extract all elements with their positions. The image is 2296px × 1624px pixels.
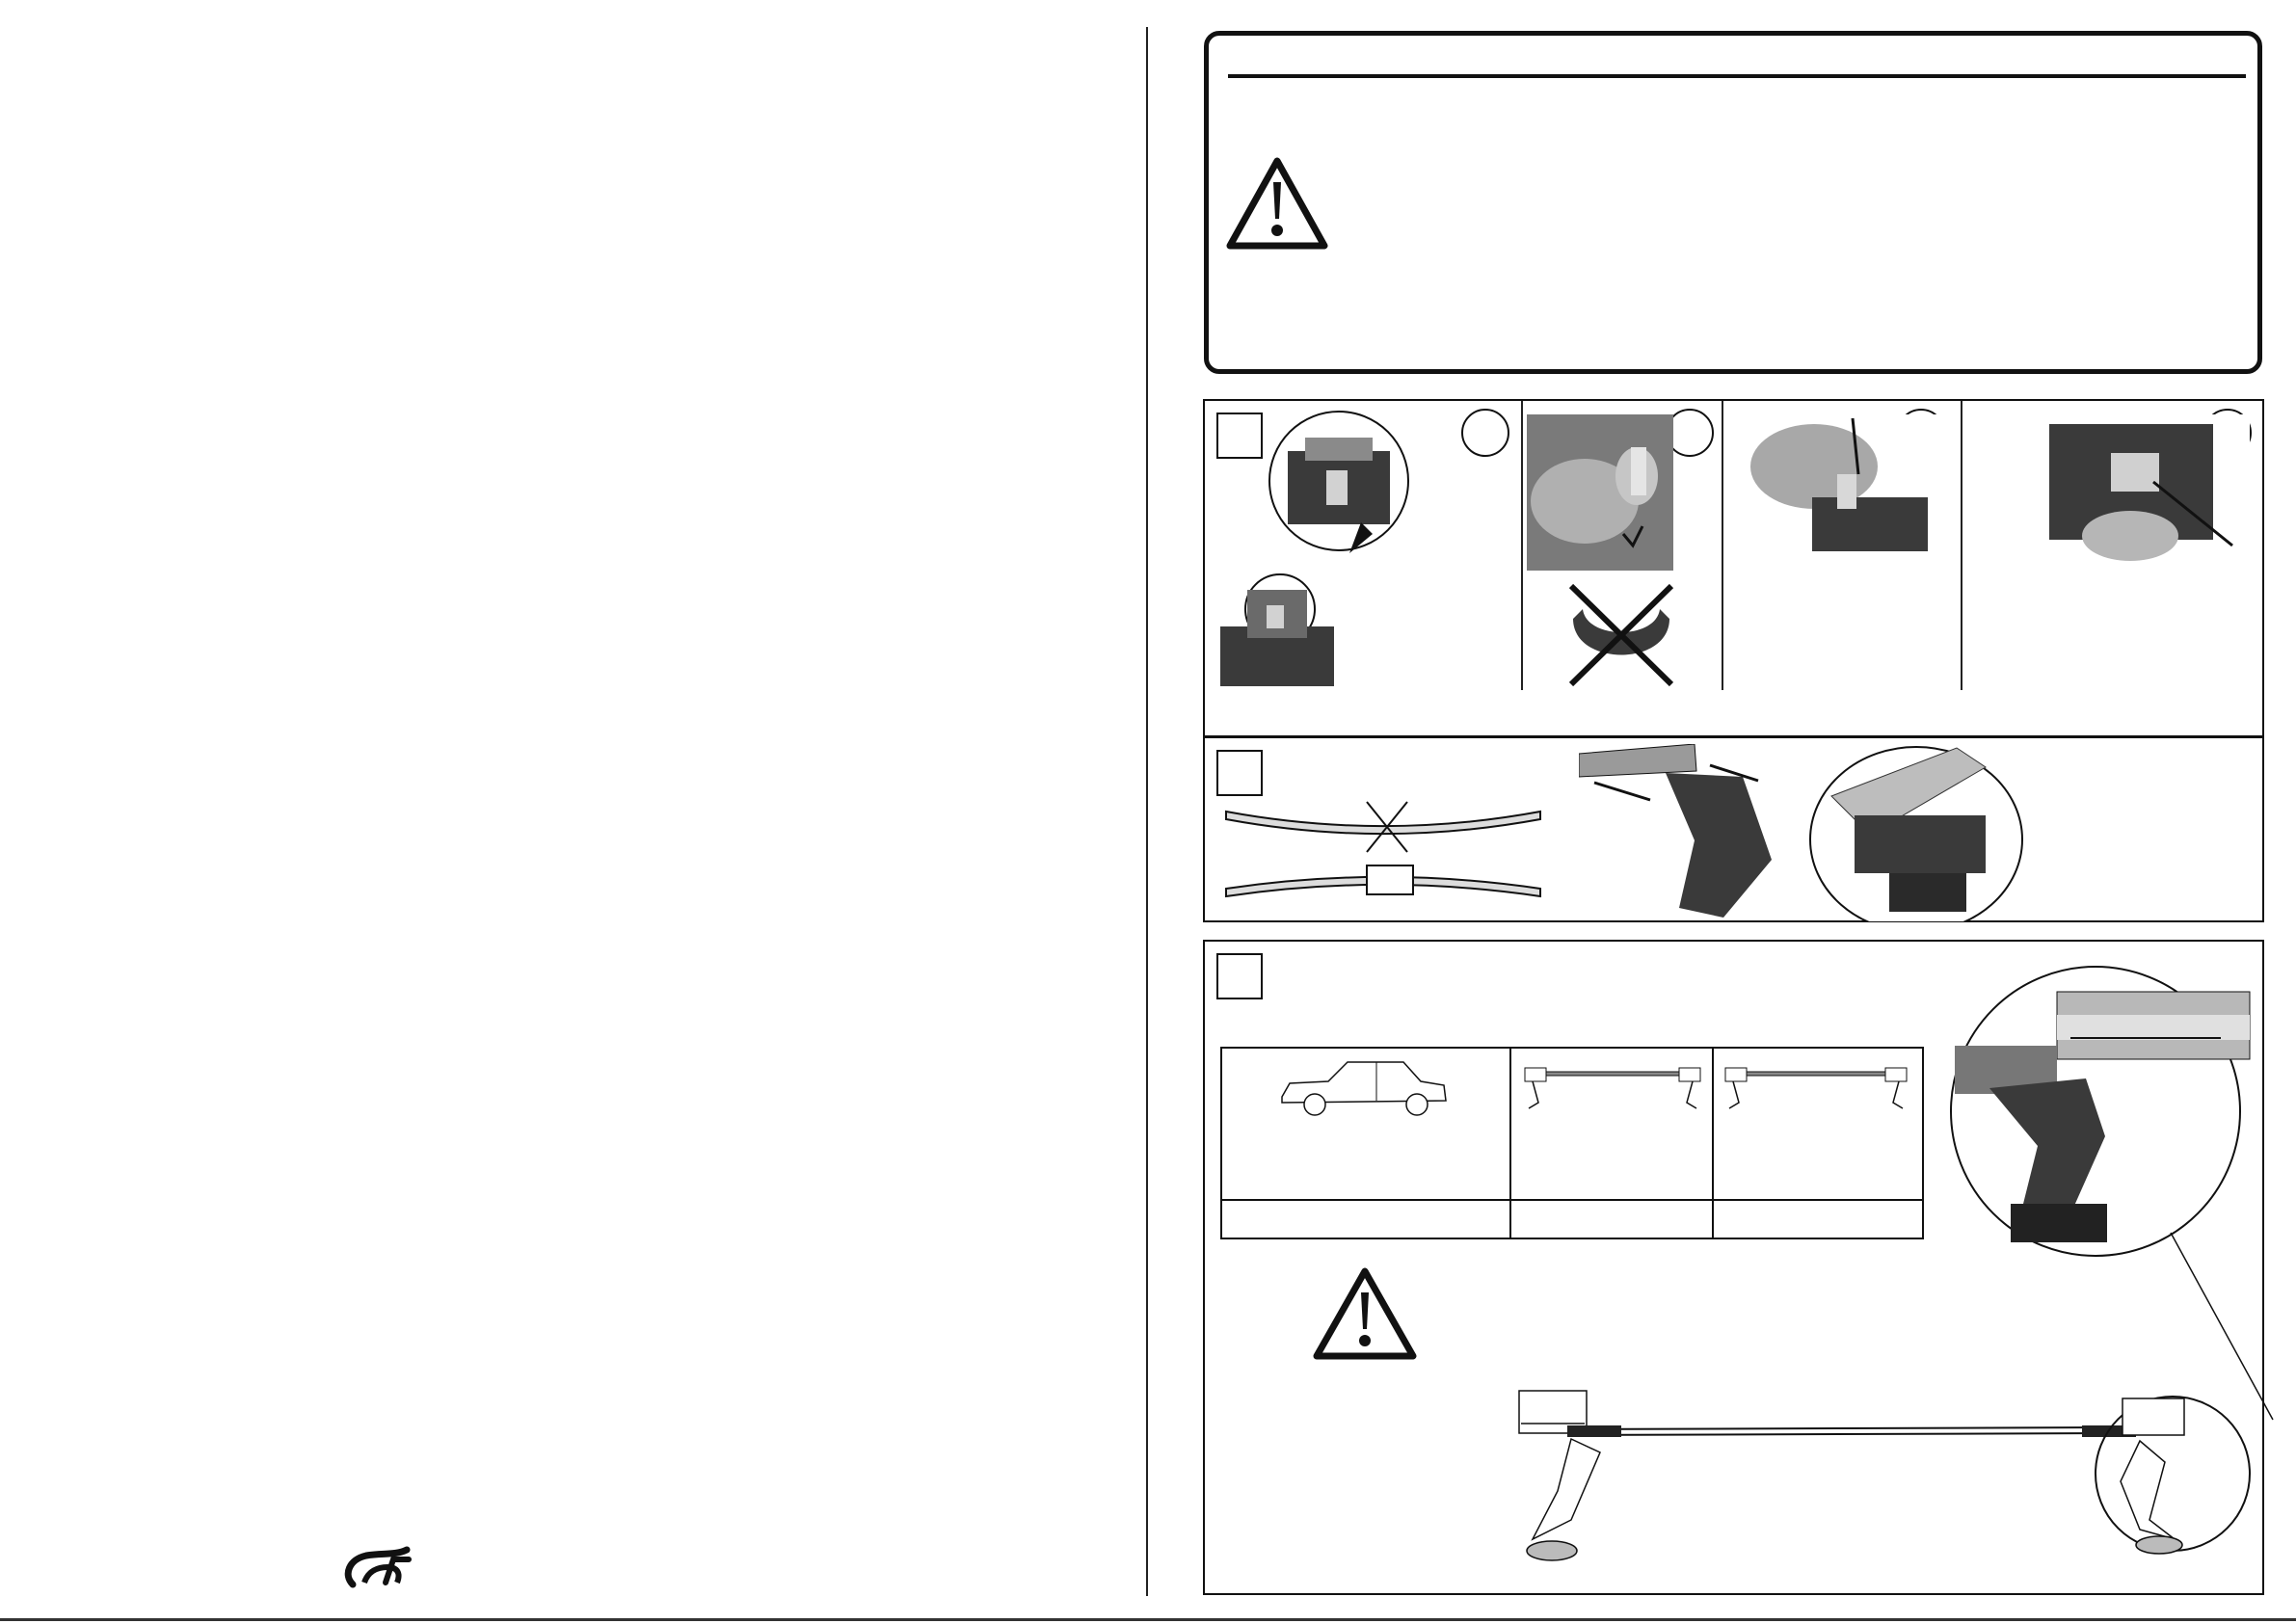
bar-straightness-diagram — [1224, 796, 1542, 921]
foot-bracket-detail-image — [1267, 409, 1411, 553]
bar-label-box — [1367, 865, 1413, 894]
page-bottom-rule — [0, 1618, 2296, 1621]
rack-front-view-image-2 — [1720, 1058, 1912, 1116]
warning-box-rule — [1228, 74, 2246, 78]
warning-box — [1204, 31, 2262, 374]
substep-circle — [1461, 409, 1509, 457]
step-number-box — [1216, 750, 1263, 796]
vehicle-spec-table — [1220, 1047, 1924, 1239]
hand-with-key-image — [1527, 414, 1673, 571]
crossed-out-pad-image — [1563, 580, 1679, 690]
zoom-connector-line — [2169, 1231, 2275, 1424]
full-rack-with-rulers-image — [1513, 1385, 2256, 1578]
steps-panel — [1203, 399, 2264, 737]
foot-mounted-image — [1220, 571, 1334, 686]
step-number-box — [1216, 413, 1263, 459]
bar-overhang-ruler-detail-image — [1932, 963, 2261, 1262]
substep-divider — [1722, 401, 1723, 690]
measurement-panel — [1203, 940, 2264, 1595]
warning-triangle-icon — [1311, 1265, 1419, 1362]
rack-front-view-image — [1519, 1058, 1706, 1116]
hand-tightening-clamp-image — [2043, 414, 2250, 569]
brand-logo-icon — [339, 1546, 414, 1590]
substep-divider — [1961, 401, 1962, 690]
substep-divider — [1521, 401, 1523, 690]
bar-panel — [1203, 736, 2264, 922]
car-side-view-image — [1276, 1054, 1450, 1122]
foot-endcap-detail-image — [1802, 738, 2045, 921]
warning-triangle-icon — [1224, 155, 1330, 252]
hand-inserting-bolt-image — [1745, 414, 1947, 571]
page-spine-divider — [1146, 27, 1148, 1596]
step-number-box — [1216, 953, 1263, 999]
spec-table-row-divider — [1222, 1199, 1922, 1201]
foot-slides-onto-bar-image — [1579, 744, 1781, 918]
